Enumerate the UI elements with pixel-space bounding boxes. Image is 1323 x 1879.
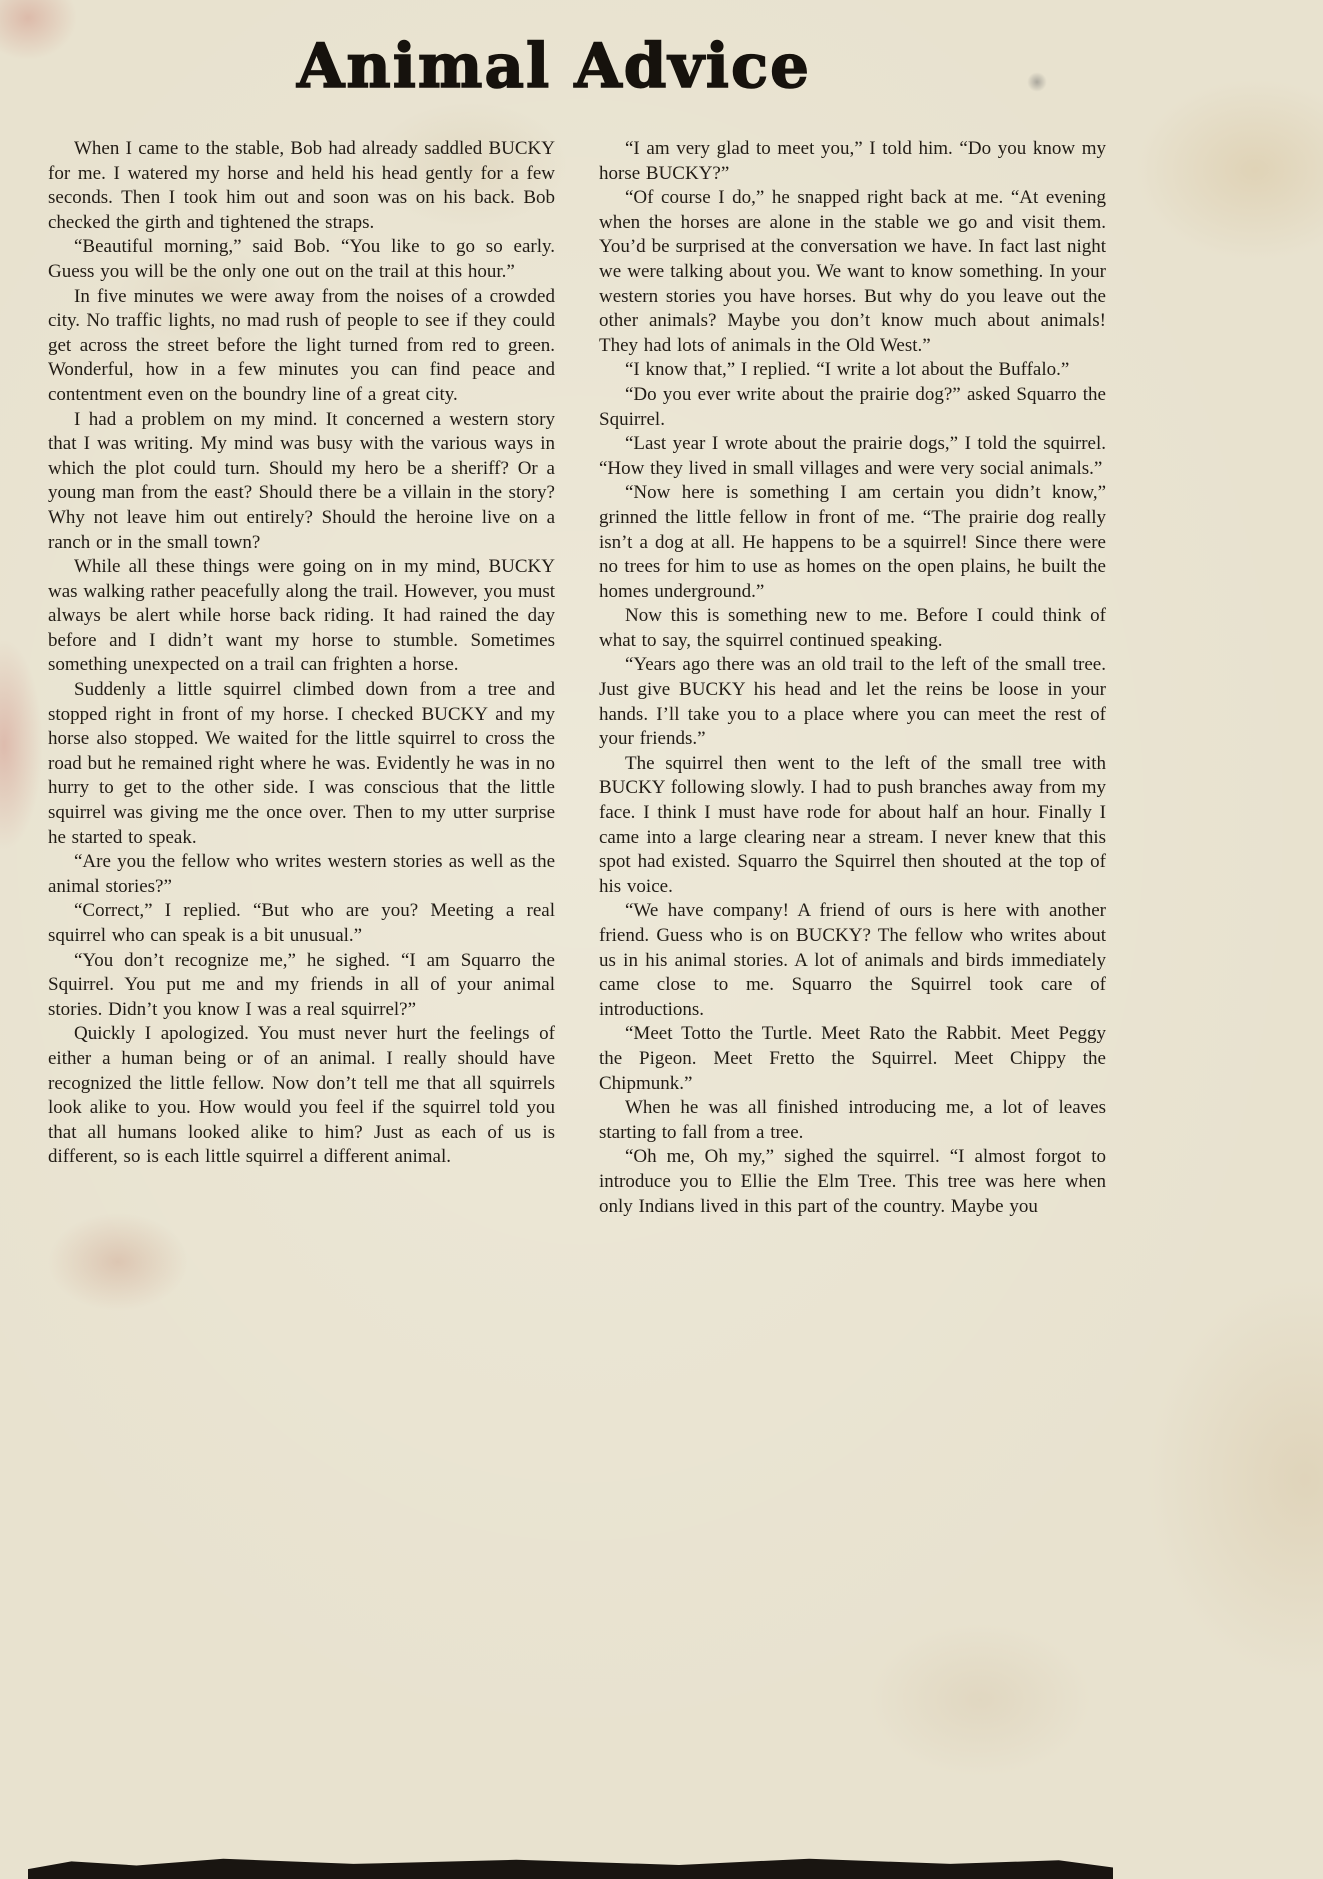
paragraph-left-1: When I came to the stable, Bob had already saddled BUCKY for me. I watered my horse and held his head gently for a few seconds. Then I took him out and soon was on his back. Bob checked the girth and tightened the straps.: [48, 138, 555, 233]
document-page: [0, 31, 1323, 1219]
paragraph-right-2: “Of course I do,” he snapped right back at me. “At evening when the horses are alone in the stable we go and visit them. You’d be surprised at the conversation we have. In fact last night we were talking about you. We want to know something. In your western stories you have horses. But why do you leave out the other animals? Maybe you don’t know much about animals! They had lots of animals in the Old West.”: [599, 187, 1106, 356]
paragraph-left-8: “Correct,” I replied. “But who are you? Meeting a real squirrel who can speak is a bit unusual.”: [48, 900, 555, 946]
paragraph-right-3: “I know that,” I replied. “I write a lot about the Buffalo.”: [625, 359, 1070, 381]
paragraph-right-11: “Meet Totto the Turtle. Meet Rato the Rabbit. Meet Peggy the Pigeon. Meet Fretto the Squirrel. Meet Chippy the Chipmunk.”: [599, 1023, 1106, 1094]
scan-edge-bar: [28, 1853, 1113, 1879]
right-column: [599, 137, 1106, 1219]
left-column: [48, 137, 555, 1219]
paragraph-right-8: “Years ago there was an old trail to the left of the small tree. Just give BUCKY his head and let the reins be loose in your hands. I’ll take you to a place where you can meet the rest of your friends.”: [599, 654, 1106, 750]
paragraph-right-4: “Do you ever write about the prairie dog?” asked Squarro the Squirrel.: [599, 383, 1106, 430]
paragraph-left-4: I had a problem on my mind. It concerned a western story that I was writing. My mind was busy with the various ways in which the plot could turn. Should my hero be a sheriff? Or a young man from the east? Should there be a villain in the story? Why not leave him out entirely? Should the heroine live on a ranch or in the small town?: [48, 408, 555, 553]
paragraph-right-5: “Last year I wrote about the prairie dogs,” I told the squirrel. “How they lived in small villages and were very social animals.”: [599, 433, 1106, 479]
paragraph-left-5: While all these things were going on in my mind, BUCKY was walking rather peacefully along the trail. However, you must always be alert while horse back riding. It had rained the day before and I didn’t want my horse to stumble. Sometimes something unexpected on a trail can frighten a horse.: [48, 556, 555, 676]
page-title: Animal Advice: [297, 31, 811, 102]
paragraph-right-9: The squirrel then went to the left of the small tree with BUCKY following slowly. I had to push branches away from my face. I think I must have rode for about half an hour. Finally I came into a large clearing near a stream. I never knew that this spot had existed. Squarro the Squirrel then shouted at the top of his voice.: [599, 752, 1106, 897]
paragraph-right-10: “We have company! A friend of ours is here with another friend. Guess who is on BUCKY? The fellow who writes about us in his animal stories. A lot of animals and birds immediately came close to me. Squarro the Squirrel took care of introductions.: [599, 900, 1106, 1020]
paragraph-right-1: “I am very glad to meet you,” I told him. “Do you know my horse BUCKY?”: [599, 138, 1106, 184]
paragraph-left-6: Suddenly a little squirrel climbed down from a tree and stopped right in front of my horse. I checked BUCKY and my horse also stopped. We waited for the little squirrel to cross the road but he remained right where he was. Evidently he was in no hurry to get to the other side. I was conscious that the little squirrel was giving me the once over. Then to my utter surprise he started to speak.: [48, 679, 555, 848]
paragraph-left-3: In five minutes we were away from the noises of a crowded city. No traffic lights, no mad rush of people to see if they could get across the street before the light turned from red to green. Wonderful, how in a few minutes you can find peace and contentment even on the boundry line of a great city.: [48, 285, 555, 405]
paragraph-right-13: “Oh me, Oh my,” sighed the squirrel. “I almost forgot to introduce you to Ellie the Elm Tree. This tree was here when only Indians lived in this part of the country. Maybe you: [599, 1146, 1106, 1217]
paragraph-left-10: Quickly I apologized. You must never hurt the feelings of either a human being or of an animal. I really should have recognized the little fellow. Now don’t tell me that all squirrels look alike to you. How would you feel if the squirrel told you that all humans looked alike to him? Just as each of us is different, so is each little squirrel a different animal.: [48, 1023, 555, 1168]
paragraph-right-7: Now this is something new to me. Before I could think of what to say, the squirrel continued speaking.: [599, 605, 1106, 651]
paragraph-left-2: “Beautiful morning,” said Bob. “You like to go so early. Guess you will be the only one out on the trail at this hour.”: [48, 236, 555, 282]
text-columns: [48, 137, 1106, 1219]
paragraph-left-9: “You don’t recognize me,” he sighed. “I am Squarro the Squirrel. You put me and my friends in all of your animal stories. Didn’t you know I was a real squirrel?”: [48, 949, 555, 1020]
paragraph-right-12: When he was all finished introducing me, a lot of leaves starting to fall from a tree.: [599, 1097, 1106, 1143]
paragraph-right-6: “Now here is something I am certain you didn’t know,” grinned the little fellow in front of me. “The prairie dog really isn’t a dog at all. He happens to be a squirrel! Since there were no trees for him to use as homes on the open plains, he built the homes underground.”: [599, 482, 1106, 602]
paragraph-left-7: “Are you the fellow who writes western stories as well as the animal stories?”: [48, 851, 555, 897]
